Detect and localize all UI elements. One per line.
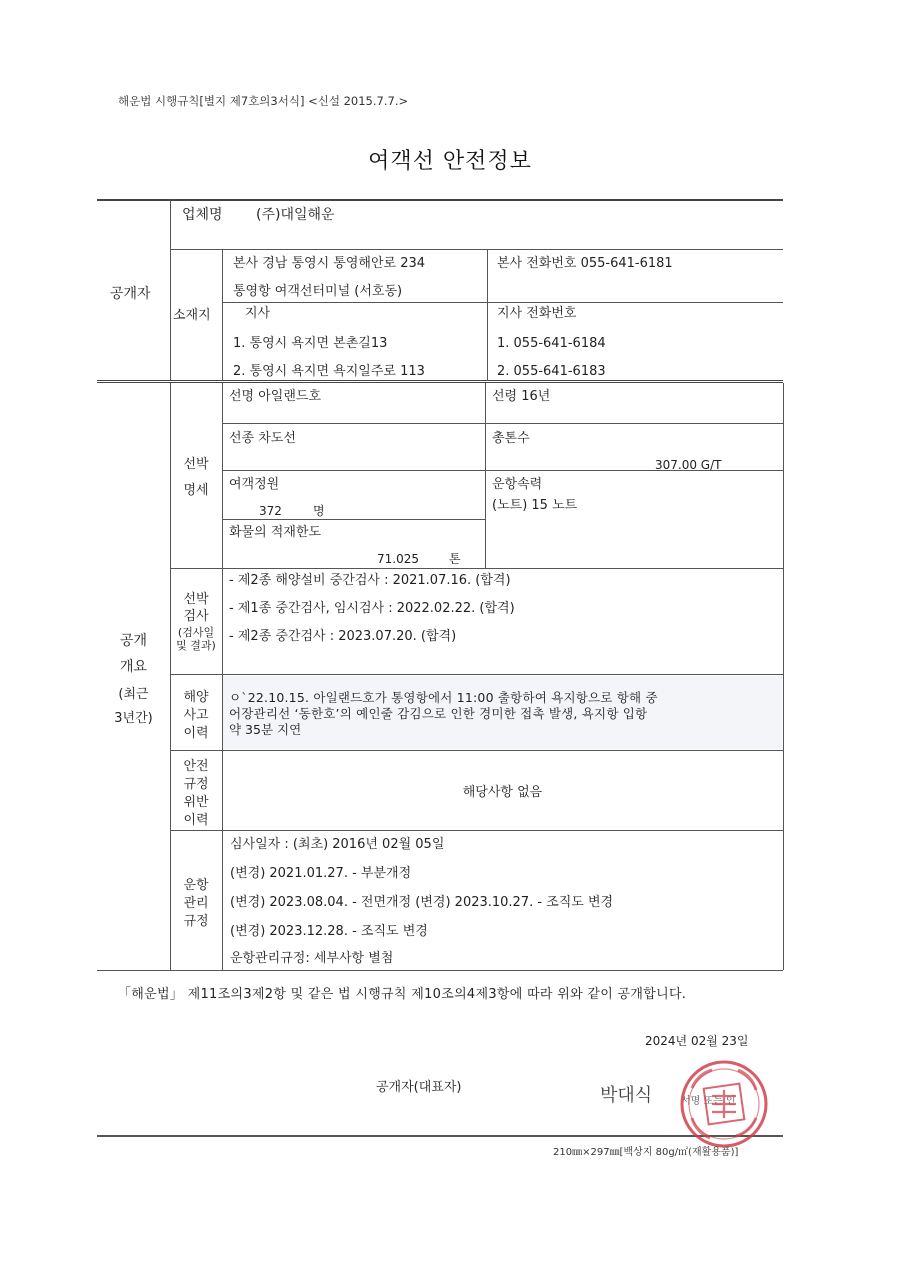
document-title: 여객선 안전정보 xyxy=(368,149,532,174)
inspection-item-3: - 제2종 중간검사 : 2023.07.20. (합격) xyxy=(229,629,457,644)
violation-value: 해당사항 없음 xyxy=(462,785,543,800)
tonnage-label: 총톤수 xyxy=(492,431,530,446)
branch-phone-label: 지사 전화번호 xyxy=(497,306,577,321)
violation-label-3: 위반 xyxy=(183,795,209,810)
inspection-item-2: - 제1종 중간검사, 임시검사 : 2022.02.22. (합격) xyxy=(229,601,515,616)
rules-line-3: (변경) 2023.08.04. - 전면개정 (변경) 2023.10.27. - 조직도 변경 xyxy=(230,895,614,910)
rules-line-5: 운항관리규정: 세부사항 별첨 xyxy=(230,951,394,966)
disclosure-statement: 「해운법」 제11조의3제2항 및 같은 법 시행규칙 제10조의4제3항에 따라 위와 같이 공개합니다. xyxy=(118,987,687,1002)
capacity-label: 여객정원 xyxy=(229,477,280,492)
paper-spec: 210㎜×297㎜[백상지 80g/㎡(재활용품)] xyxy=(553,1147,739,1158)
cargo-value: 71.025 xyxy=(377,552,419,566)
branch-phone-1: 1. 055-641-6184 xyxy=(497,336,606,351)
speed-label: 운항속력 xyxy=(492,477,543,492)
location-label: 소재지 xyxy=(173,308,211,323)
ship-type: 선종 차도선 xyxy=(229,431,296,446)
company-value: (주)대일해운 xyxy=(256,207,335,223)
accident-line-2: 어장관리선 ‘동한호’의 예인줄 감김으로 인한 경미한 접촉 발생, 욕지항 입항 xyxy=(229,706,648,721)
hq-address-line2: 통영항 여객선터미널 (서호동) xyxy=(233,284,403,299)
capacity-unit: 명 xyxy=(313,504,325,518)
accident-line-1: ㅇ`22.10.15. 아일랜드호가 통영항에서 11:00 출항하여 욕지항으로 항해 중 xyxy=(229,690,658,705)
inspection-label-2: 검사 xyxy=(183,609,209,624)
company-seal-stamp xyxy=(678,1058,770,1150)
hq-phone: 본사 전화번호 055-641-6181 xyxy=(497,256,673,271)
rules-line-2: (변경) 2021.01.27. - 부분개정 xyxy=(230,866,412,881)
rules-line-1: 심사일자 : (최초) 2016년 02월 05일 xyxy=(230,837,445,852)
company-label: 업체명 xyxy=(182,207,223,223)
overview-label-1: 공개 xyxy=(119,633,148,649)
form-reference: 해운법 시행규칙[별지 제7호의3서식] <신설 2015.7.7.> xyxy=(118,94,409,108)
rules-label-1: 운항 xyxy=(183,878,209,893)
rules-label-2: 관리 xyxy=(183,896,209,911)
branch-address-2: 2. 통영시 욕지면 욕지일주로 113 xyxy=(233,364,425,379)
branch-phone-2: 2. 055-641-6183 xyxy=(497,364,606,379)
rules-line-4: (변경) 2023.12.28. - 조직도 변경 xyxy=(230,924,428,939)
rules-label-3: 규정 xyxy=(183,914,209,929)
violation-label-2: 규정 xyxy=(183,777,209,792)
overview-label-3: (최근 xyxy=(118,687,149,702)
inspection-label-4: 및 결과) xyxy=(176,639,216,652)
cargo-unit: 톤 xyxy=(449,552,461,566)
representative-name: 박대식 xyxy=(600,1085,653,1106)
overview-label-4: 3년간) xyxy=(114,711,153,726)
inspection-label-3: (검사일 xyxy=(177,626,215,639)
publisher-section-label: 공개자 xyxy=(110,286,151,302)
cargo-label: 화물의 적재한도 xyxy=(229,525,322,540)
branch-address-1: 1. 통영시 욕지면 본촌길13 xyxy=(233,336,388,351)
accident-line-3: 약 35분 지연 xyxy=(229,722,302,737)
violation-label-4: 이력 xyxy=(183,813,209,828)
signature-placeholder: 서명 또는 인 xyxy=(681,1096,736,1107)
ship-name: 선명 아일랜드호 xyxy=(229,389,322,404)
disclosure-date: 2024년 02월 23일 xyxy=(645,1034,749,1048)
overview-label-2: 개요 xyxy=(119,659,148,675)
ship-label-2: 명세 xyxy=(183,483,209,498)
accident-label-2: 사고 xyxy=(183,708,209,723)
accident-label-1: 해양 xyxy=(183,690,209,705)
inspection-label-1: 선박 xyxy=(183,592,209,607)
branch-label: 지사 xyxy=(245,306,271,321)
representative-label: 공개자(대표자) xyxy=(376,1080,462,1095)
capacity-value: 372 xyxy=(259,504,282,518)
ship-age: 선령 16년 xyxy=(492,389,551,404)
tonnage-value: 307.00 G/T xyxy=(655,458,722,472)
hq-address-line1: 본사 경남 통영시 통영해안로 234 xyxy=(233,256,426,271)
speed-value: (노트) 15 노트 xyxy=(492,498,578,513)
inspection-item-1: - 제2종 해양설비 중간검사 : 2021.07.16. (합격) xyxy=(229,573,511,588)
ship-label-1: 선박 xyxy=(183,457,209,472)
accident-label-3: 이력 xyxy=(183,726,209,741)
violation-label-1: 안전 xyxy=(183,759,209,774)
